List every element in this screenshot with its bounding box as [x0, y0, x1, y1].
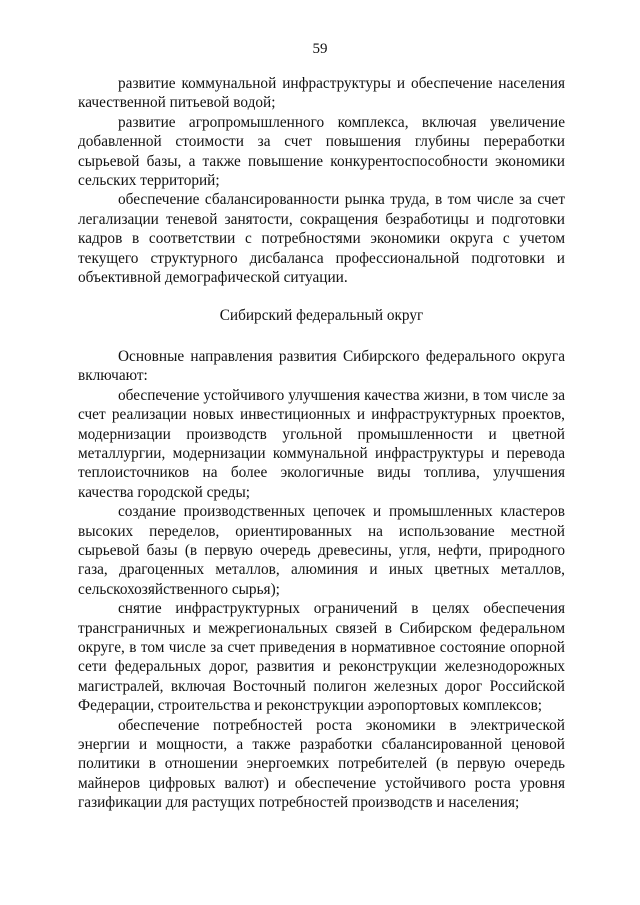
paragraph-labor-market: обеспечение сбалансированности рынка труда, в том числе за счет легализации теневой занятости, сокращения безработицы и подготовки кадров в соответствии с потребностями экономики округа с учетом текущего структурного дисбаланса профессиональной подготовки и объективной демографической ситуации. [78, 191, 565, 287]
paragraph-quality-of-life: обеспечение устойчивого улучшения качества жизни, в том числе за счет реализации новых инвестиционных и инфраструктурных проектов, модернизации производств угольной промышленности и цветной металлургии, модернизации коммунальной инфраструктуры и перевода теплоисточников на более экологичные виды топлива, улучшения качества городской среды; [78, 386, 565, 501]
paragraph-utilities-water: развитие коммунальной инфраструктуры и обеспечение населения качественной питьевой водой; [78, 75, 565, 112]
paragraph-production-chains: создание производственных цепочек и промышленных кластеров высоких переделов, ориентированных на использование местной сырьевой базы (в первую очередь древесины, угля, нефти, природного газа, драгоценных металлов, алюминия и иных цветных металлов, сельскохозяйственного сырья); [78, 503, 565, 598]
paragraph-main-directions: Основные направления развития Сибирского федерального округа включают: [78, 347, 565, 385]
paragraph-energy: обеспечение потребностей роста экономики в электрической энергии и мощности, а также разработки сбалансированной ценовой политики в отношении энергоемких потребителей (в первую очередь майнеров цифровых валют) и обеспечение устойчивого роста уровня газификации для растущих потребностей производств и населения; [78, 716, 565, 812]
paragraph-agro-industrial: развитие агропромышленного комплекса, включая увеличение добавленной стоимости за счет повышения глубины переработки сырьевой базы, а также повышение конкурентоспособности экономики сельских территорий; [78, 113, 565, 190]
paragraph-infrastructure: снятие инфраструктурных ограничений в целях обеспечения трансграничных и межрегиональных связей в Сибирском федеральном округе, в том числе за счет приведения в нормативное состояние опорной сети федеральных дорог, развития и реконструкции железнодорожных магистралей, включая Восточный полигон железных дорог Российской Федерации, строительства и реконструкции аэропортовых комплексов; [78, 600, 565, 715]
section-heading: Сибирский федеральный округ [219, 307, 424, 325]
document-body [78, 74, 565, 813]
page-number: 59 [312, 41, 328, 57]
